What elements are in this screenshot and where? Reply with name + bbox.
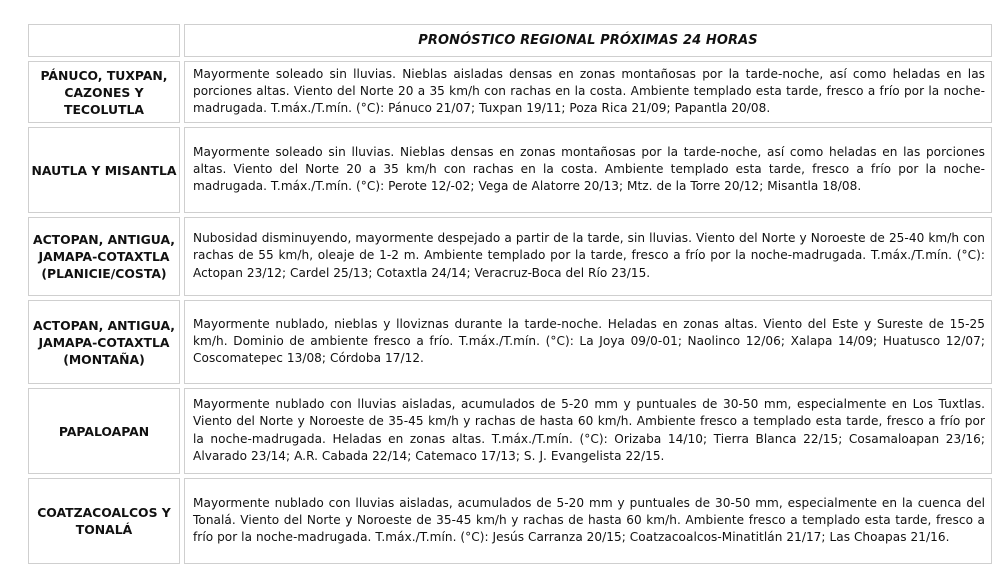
region-name: ACTOPAN, ANTIGUA, JAMAPA-COTAXTLA (PLANICIE/COSTA) [28, 217, 180, 296]
region-name: PÁNUCO, TUXPAN, CAZONES Y TECOLUTLA [28, 61, 180, 123]
region-name: COATZACOALCOS Y TONALÁ [28, 478, 180, 564]
table-row [28, 478, 992, 564]
table-row [28, 388, 992, 474]
table-title: PRONÓSTICO REGIONAL PRÓXIMAS 24 HORAS [184, 24, 992, 57]
region-name: ACTOPAN, ANTIGUA, JAMAPA-COTAXTLA (MONTAÑA) [28, 300, 180, 384]
forecast-text: Mayormente nublado, nieblas y lloviznas durante la tarde-noche. Heladas en zonas altas. Viento del Este y Sureste de 15-25 km/h. Dominio de ambiente fresco a frío. T.máx./T.mín. (°C): La Joya 09/0-01; Naolinco 12/06; Xalapa 14/09; Huatusco 12/07; Coscomatepec 13/08; Córdoba 17/12. [184, 300, 992, 384]
forecast-text: Mayormente soleado sin lluvias. Nieblas aisladas densas en zonas montañosas por la tarde-noche, así como heladas en las porciones altas. Viento del Norte 20 a 35 km/h con rachas en la costa. Ambiente templado esta tarde, fresco a frío por la noche-madrugada. T.máx./T.mín. (°C): Pánuco 21/07; Tuxpan 19/11; Poza Rica 21/09; Papantla 20/08. [184, 61, 992, 123]
forecast-text: Mayormente nublado con lluvias aisladas, acumulados de 5-20 mm y puntuales de 30-50 mm, especialmente en Los Tuxtlas. Viento del Norte y Noroeste de 35-45 km/h y rachas de hasta 60 km/h. Ambiente fresco a templado esta tarde, fresco a frío por la noche-madrugada. Heladas en zonas altas. T.máx./T.mín. (°C): Orizaba 14/10; Tierra Blanca 22/15; Cosamaloapan 23/16; Alvarado 23/14; A.R. Cabada 22/14; Catemaco 17/13; S. J. Evangelista 22/15. [184, 388, 992, 474]
regional-forecast-table [24, 20, 996, 568]
header-empty-cell [28, 24, 180, 57]
forecast-text: Mayormente nublado con lluvias aisladas, acumulados de 5-20 mm y puntuales de 30-50 mm, especialmente en la cuenca del Tonalá. Viento del Norte y Noroeste de 35-45 km/h y rachas de hasta 60 km/h. Ambiente fresco a templado esta tarde, fresco a frío por la noche-madrugada. T.máx./T.mín. (°C): Jesús Carranza 20/15; Coatzacoalcos-Minatitlán 21/17; Las Choapas 21/16. [184, 478, 992, 564]
region-name: NAUTLA Y MISANTLA [28, 127, 180, 213]
table-row [28, 300, 992, 384]
table-row [28, 127, 992, 213]
region-name: PAPALOAPAN [28, 388, 180, 474]
table-row [28, 61, 992, 123]
table-row [28, 217, 992, 296]
forecast-text: Mayormente soleado sin lluvias. Nieblas densas en zonas montañosas por la tarde-noche, así como heladas en las porciones altas. Viento del Norte 20 a 35 km/h con rachas en la costa. Ambiente templado esta tarde, fresco a frío por la noche-madrugada. T.máx./T.mín. (°C): Perote 12/-02; Vega de Alatorre 20/13; Mtz. de la Torre 20/12; Misantla 18/08. [184, 127, 992, 213]
table-header-row [28, 24, 992, 57]
forecast-text: Nubosidad disminuyendo, mayormente despejado a partir de la tarde, sin lluvias. Viento del Norte y Noroeste de 25-40 km/h con rachas de 55 km/h, oleaje de 1-2 m. Ambiente templado por la tarde, fresco a frío por la noche-madrugada. T.máx./T.mín. (°C): Actopan 23/12; Cardel 25/13; Cotaxtla 24/14; Veracruz-Boca del Río 23/15. [184, 217, 992, 296]
